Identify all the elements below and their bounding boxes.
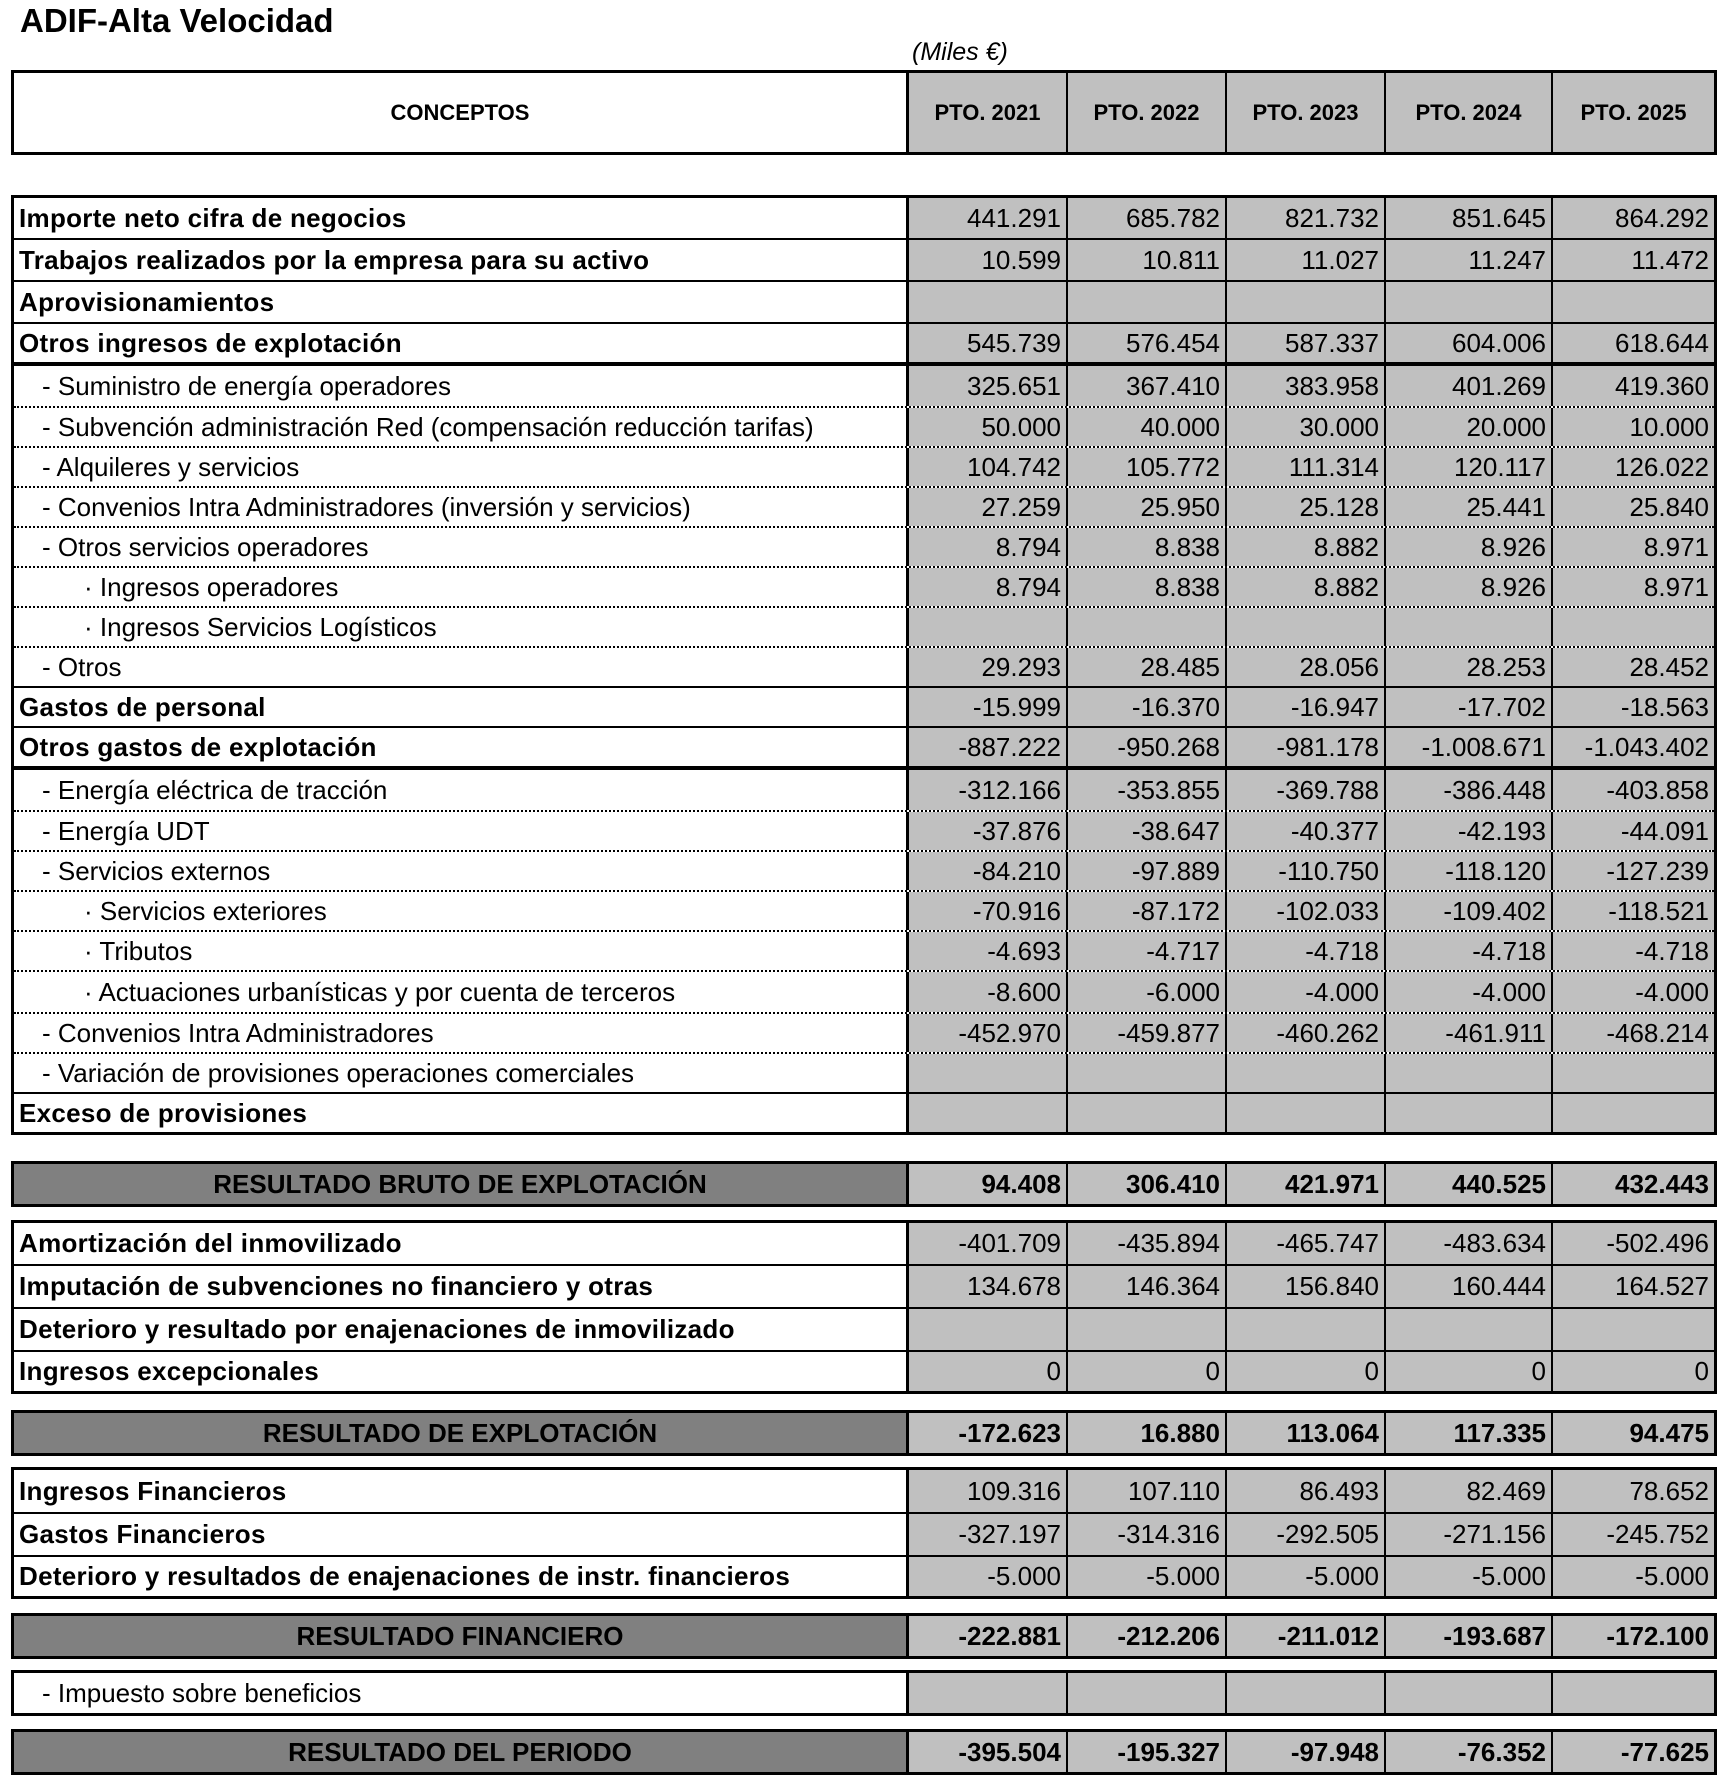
row-value (1386, 1309, 1553, 1350)
row-value: 864.292 (1553, 198, 1714, 238)
row-value: 28.485 (1068, 648, 1227, 686)
row-value: 28.253 (1386, 648, 1553, 686)
row-value: -502.496 (1553, 1223, 1714, 1264)
row-value: 134.678 (909, 1266, 1068, 1307)
row-value: 8.794 (909, 528, 1068, 566)
row-label: · Ingresos operadores (14, 568, 909, 606)
row-value: -4.718 (1386, 932, 1553, 970)
result-value: -222.881 (909, 1616, 1068, 1656)
header-year: PTO. 2022 (1068, 73, 1227, 152)
result-value: -211.012 (1227, 1616, 1386, 1656)
result-value: 440.525 (1386, 1164, 1553, 1204)
row-value: -5.000 (1068, 1557, 1227, 1596)
row-value (1386, 1094, 1553, 1132)
row-value: -8.600 (909, 972, 1068, 1012)
row-value: 8.794 (909, 568, 1068, 606)
row-value: 29.293 (909, 648, 1068, 686)
row-value: -4.693 (909, 932, 1068, 970)
row-value (1068, 1094, 1227, 1132)
header-year: PTO. 2024 (1386, 73, 1553, 152)
row-label: Ingresos Financieros (14, 1470, 909, 1512)
row-value: -42.193 (1386, 812, 1553, 850)
result-operating (11, 1410, 1717, 1456)
table-row (14, 1512, 1714, 1555)
row-value: 11.472 (1553, 240, 1714, 280)
row-value (1386, 282, 1553, 322)
row-value: 0 (1386, 1352, 1553, 1391)
table-row (14, 646, 1714, 686)
row-value: -4.717 (1068, 932, 1227, 970)
row-value: 146.364 (1068, 1266, 1227, 1307)
row-value: 25.840 (1553, 488, 1714, 526)
row-value (1386, 1673, 1553, 1713)
row-value (1553, 1094, 1714, 1132)
table-row (14, 726, 1714, 768)
row-value: -4.000 (1386, 972, 1553, 1012)
row-value (1227, 1309, 1386, 1350)
table-row (14, 1350, 1714, 1391)
row-value: 30.000 (1227, 408, 1386, 446)
row-value: -386.448 (1386, 770, 1553, 810)
result-value: -195.327 (1068, 1732, 1227, 1772)
header-concepts: CONCEPTOS (14, 73, 909, 152)
row-value: -401.709 (909, 1223, 1068, 1264)
row-value: 107.110 (1068, 1470, 1227, 1512)
row-label: Aprovisionamientos (14, 282, 909, 322)
row-label: - Otros servicios operadores (14, 528, 909, 566)
row-value: 25.441 (1386, 488, 1553, 526)
row-value: -15.999 (909, 688, 1068, 726)
table-row (14, 486, 1714, 526)
row-value: 8.838 (1068, 568, 1227, 606)
row-value: -245.752 (1553, 1514, 1714, 1555)
row-label: - Otros (14, 648, 909, 686)
row-value: 156.840 (1227, 1266, 1386, 1307)
table-row (14, 768, 1714, 810)
row-value: 10.599 (909, 240, 1068, 280)
table-row (14, 1307, 1714, 1350)
result-value: -212.206 (1068, 1616, 1227, 1656)
row-value (909, 1309, 1068, 1350)
row-value: -4.718 (1227, 932, 1386, 970)
row-value: -127.239 (1553, 852, 1714, 890)
row-value: -102.033 (1227, 892, 1386, 930)
row-label: - Alquileres y servicios (14, 448, 909, 486)
depreciation-block (11, 1220, 1717, 1394)
row-label: Otros gastos de explotación (14, 728, 909, 766)
row-label: Deterioro y resultado por enajenaciones de inmovilizado (14, 1309, 909, 1350)
row-value: -369.788 (1227, 770, 1386, 810)
row-label: Trabajos realizados por la empresa para su activo (14, 240, 909, 280)
table-row (14, 526, 1714, 566)
row-value: 25.128 (1227, 488, 1386, 526)
row-value (1227, 608, 1386, 646)
row-value: 126.022 (1553, 448, 1714, 486)
row-label: Exceso de provisiones (14, 1094, 909, 1132)
row-value (1068, 608, 1227, 646)
row-label: · Tributos (14, 932, 909, 970)
row-value: 576.454 (1068, 324, 1227, 362)
row-value: 10.811 (1068, 240, 1227, 280)
row-value: 441.291 (909, 198, 1068, 238)
table-row (14, 1223, 1714, 1264)
row-value: -16.947 (1227, 688, 1386, 726)
row-value: 78.652 (1553, 1470, 1714, 1512)
row-value: 685.782 (1068, 198, 1227, 238)
row-value: 325.651 (909, 366, 1068, 406)
result-label: RESULTADO DE EXPLOTACIÓN (14, 1413, 909, 1453)
row-label: - Subvención administración Red (compensación reducción tarifas) (14, 408, 909, 446)
table-row (14, 1264, 1714, 1307)
row-value: 851.645 (1386, 198, 1553, 238)
row-value: 8.882 (1227, 568, 1386, 606)
result-row (14, 1616, 1714, 1656)
row-value (1227, 282, 1386, 322)
row-value: -40.377 (1227, 812, 1386, 850)
result-value: -172.100 (1553, 1616, 1714, 1656)
table-row (14, 446, 1714, 486)
row-value (909, 1673, 1068, 1713)
table-row (14, 364, 1714, 406)
row-value: 419.360 (1553, 366, 1714, 406)
row-value: -452.970 (909, 1014, 1068, 1052)
row-value: -1.008.671 (1386, 728, 1553, 766)
row-value: 618.644 (1553, 324, 1714, 362)
header-year: PTO. 2021 (909, 73, 1068, 152)
row-value: -403.858 (1553, 770, 1714, 810)
row-value: 105.772 (1068, 448, 1227, 486)
table-row (14, 1673, 1714, 1713)
result-value: -193.687 (1386, 1616, 1553, 1656)
result-row (14, 1164, 1714, 1204)
result-value: 113.064 (1227, 1413, 1386, 1453)
table-row (14, 280, 1714, 322)
row-value: -5.000 (909, 1557, 1068, 1596)
row-value: -981.178 (1227, 728, 1386, 766)
row-value: -38.647 (1068, 812, 1227, 850)
row-value: -118.521 (1553, 892, 1714, 930)
row-value: 10.000 (1553, 408, 1714, 446)
row-value: 111.314 (1227, 448, 1386, 486)
row-value: 401.269 (1386, 366, 1553, 406)
result-value: -76.352 (1386, 1732, 1553, 1772)
row-value: 82.469 (1386, 1470, 1553, 1512)
result-label: RESULTADO BRUTO DE EXPLOTACIÓN (14, 1164, 909, 1204)
table-row (14, 890, 1714, 930)
result-value: 306.410 (1068, 1164, 1227, 1204)
row-value: -887.222 (909, 728, 1068, 766)
row-value: -950.268 (1068, 728, 1227, 766)
row-value (909, 1094, 1068, 1132)
row-value (909, 282, 1068, 322)
row-value: -435.894 (1068, 1223, 1227, 1264)
row-value: 40.000 (1068, 408, 1227, 446)
row-label: - Convenios Intra Administradores (14, 1014, 909, 1052)
row-value: -18.563 (1553, 688, 1714, 726)
result-value: 432.443 (1553, 1164, 1714, 1204)
row-value (909, 608, 1068, 646)
row-value: -16.370 (1068, 688, 1227, 726)
row-value: 11.247 (1386, 240, 1553, 280)
row-value (1068, 282, 1227, 322)
row-value: -5.000 (1553, 1557, 1714, 1596)
row-value: -1.043.402 (1553, 728, 1714, 766)
result-value: 117.335 (1386, 1413, 1553, 1453)
row-value: -465.747 (1227, 1223, 1386, 1264)
result-label: RESULTADO DEL PERIODO (14, 1732, 909, 1772)
row-value (1553, 1054, 1714, 1092)
row-label: · Actuaciones urbanísticas y por cuenta de terceros (14, 972, 909, 1012)
row-value: 20.000 (1386, 408, 1553, 446)
header-block (11, 70, 1717, 155)
row-value: 28.056 (1227, 648, 1386, 686)
row-value: -17.702 (1386, 688, 1553, 726)
row-value (1227, 1094, 1386, 1132)
row-value (1068, 1054, 1227, 1092)
row-value: 8.971 (1553, 568, 1714, 606)
row-value (1553, 608, 1714, 646)
row-label: - Variación de provisiones operaciones comerciales (14, 1054, 909, 1092)
row-label: · Ingresos Servicios Logísticos (14, 608, 909, 646)
row-value: -70.916 (909, 892, 1068, 930)
header-year: PTO. 2023 (1227, 73, 1386, 152)
units-label: (Miles €) (912, 38, 1008, 66)
row-value: 28.452 (1553, 648, 1714, 686)
header-row (14, 73, 1714, 152)
row-value: -292.505 (1227, 1514, 1386, 1555)
row-value: -459.877 (1068, 1014, 1227, 1052)
table-row (14, 810, 1714, 850)
financial-block (11, 1467, 1717, 1599)
row-label: Gastos de personal (14, 688, 909, 726)
row-value: 587.337 (1227, 324, 1386, 362)
header-year: PTO. 2025 (1553, 73, 1714, 152)
row-value: 160.444 (1386, 1266, 1553, 1307)
row-label: - Energía UDT (14, 812, 909, 850)
row-value: -5.000 (1386, 1557, 1553, 1596)
row-value: 104.742 (909, 448, 1068, 486)
row-value (1553, 1309, 1714, 1350)
result-label: RESULTADO FINANCIERO (14, 1616, 909, 1656)
result-gross-operating (11, 1161, 1717, 1207)
result-value: -97.948 (1227, 1732, 1386, 1772)
table-row (14, 406, 1714, 446)
table-row (14, 1092, 1714, 1132)
table-row (14, 322, 1714, 364)
row-label: - Impuesto sobre beneficios (14, 1673, 909, 1713)
row-value: -4.000 (1553, 972, 1714, 1012)
row-label: Amortización del inmovilizado (14, 1223, 909, 1264)
tax-block (11, 1670, 1717, 1716)
result-financial (11, 1613, 1717, 1659)
row-value: -109.402 (1386, 892, 1553, 930)
row-value: 821.732 (1227, 198, 1386, 238)
row-value: 0 (1553, 1352, 1714, 1391)
row-value: -4.000 (1227, 972, 1386, 1012)
row-label: - Convenios Intra Administradores (inversión y servicios) (14, 488, 909, 526)
row-value: -97.889 (1068, 852, 1227, 890)
table-row (14, 566, 1714, 606)
row-value: -460.262 (1227, 1014, 1386, 1052)
row-label: · Servicios exteriores (14, 892, 909, 930)
result-value: 421.971 (1227, 1164, 1386, 1204)
row-value: -44.091 (1553, 812, 1714, 850)
result-value: 16.880 (1068, 1413, 1227, 1453)
row-value: 0 (1227, 1352, 1386, 1391)
row-value: 8.971 (1553, 528, 1714, 566)
row-value (1068, 1309, 1227, 1350)
row-value (1386, 1054, 1553, 1092)
row-value: 50.000 (909, 408, 1068, 446)
row-value (1068, 1673, 1227, 1713)
row-label: - Suministro de energía operadores (14, 366, 909, 406)
row-value: 11.027 (1227, 240, 1386, 280)
row-value: 0 (909, 1352, 1068, 1391)
table-row (14, 1012, 1714, 1052)
row-value: 0 (1068, 1352, 1227, 1391)
table-row (14, 606, 1714, 646)
row-label: Gastos Financieros (14, 1514, 909, 1555)
table-row (14, 686, 1714, 726)
row-value (1227, 1054, 1386, 1092)
row-value: -312.166 (909, 770, 1068, 810)
row-value (1553, 1673, 1714, 1713)
row-label: - Servicios externos (14, 852, 909, 890)
row-value: 27.259 (909, 488, 1068, 526)
result-value: -172.623 (909, 1413, 1068, 1453)
result-value: -395.504 (909, 1732, 1068, 1772)
table-row (14, 1555, 1714, 1596)
row-value: -327.197 (909, 1514, 1068, 1555)
page-title: ADIF-Alta Velocidad (20, 2, 334, 39)
row-value: 8.882 (1227, 528, 1386, 566)
row-label: Otros ingresos de explotación (14, 324, 909, 362)
row-label: - Energía eléctrica de tracción (14, 770, 909, 810)
row-value: 545.739 (909, 324, 1068, 362)
row-value: 8.926 (1386, 568, 1553, 606)
row-value (909, 1054, 1068, 1092)
row-value: 86.493 (1227, 1470, 1386, 1512)
row-value: -353.855 (1068, 770, 1227, 810)
operating-income-block (11, 195, 1717, 1135)
row-value: 8.838 (1068, 528, 1227, 566)
row-label: Importe neto cifra de negocios (14, 198, 909, 238)
result-row (14, 1413, 1714, 1453)
table-row (14, 1052, 1714, 1092)
table-row (14, 1470, 1714, 1512)
table-row (14, 198, 1714, 238)
table-row (14, 930, 1714, 970)
row-value: 164.527 (1553, 1266, 1714, 1307)
row-value: 604.006 (1386, 324, 1553, 362)
row-value: -87.172 (1068, 892, 1227, 930)
row-value: -110.750 (1227, 852, 1386, 890)
row-value: -5.000 (1227, 1557, 1386, 1596)
row-value: -483.634 (1386, 1223, 1553, 1264)
row-value (1386, 608, 1553, 646)
row-value (1553, 282, 1714, 322)
row-value: -314.316 (1068, 1514, 1227, 1555)
result-period (11, 1729, 1717, 1775)
row-label: Ingresos excepcionales (14, 1352, 909, 1391)
result-value: -77.625 (1553, 1732, 1714, 1772)
row-value: -84.210 (909, 852, 1068, 890)
row-value: -37.876 (909, 812, 1068, 850)
row-value: -118.120 (1386, 852, 1553, 890)
row-value: -6.000 (1068, 972, 1227, 1012)
row-value: -4.718 (1553, 932, 1714, 970)
row-label: Imputación de subvenciones no financiero y otras (14, 1266, 909, 1307)
row-value: 383.958 (1227, 366, 1386, 406)
row-value: 120.117 (1386, 448, 1553, 486)
result-value: 94.408 (909, 1164, 1068, 1204)
row-value: 367.410 (1068, 366, 1227, 406)
row-value: 25.950 (1068, 488, 1227, 526)
table-row (14, 850, 1714, 890)
row-value: 109.316 (909, 1470, 1068, 1512)
row-value: 8.926 (1386, 528, 1553, 566)
table-row (14, 970, 1714, 1012)
row-value: -271.156 (1386, 1514, 1553, 1555)
row-value (1227, 1673, 1386, 1713)
table-row (14, 238, 1714, 280)
row-value: -468.214 (1553, 1014, 1714, 1052)
row-value: -461.911 (1386, 1014, 1553, 1052)
result-row (14, 1732, 1714, 1772)
row-label: Deterioro y resultados de enajenaciones de instr. financieros (14, 1557, 909, 1596)
result-value: 94.475 (1553, 1413, 1714, 1453)
